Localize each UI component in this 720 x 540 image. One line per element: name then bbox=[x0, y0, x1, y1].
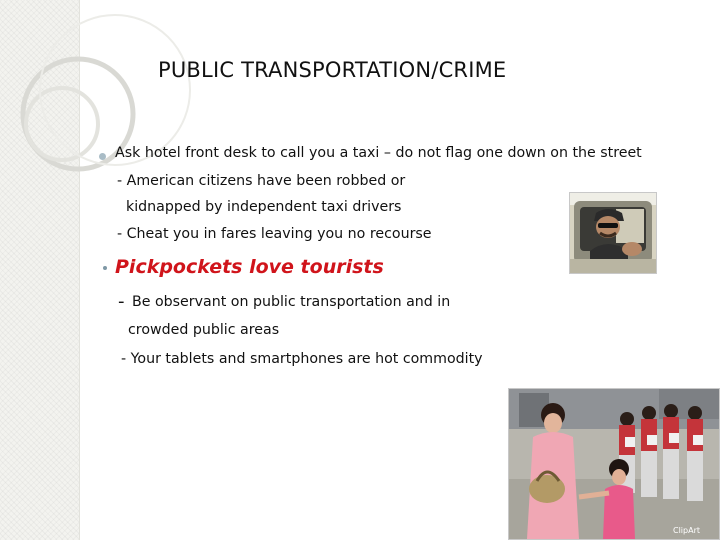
bullet-2-subpoint-2: crowded public areas bbox=[128, 322, 280, 338]
taxi-driver-photo bbox=[569, 192, 657, 274]
bullet-2-heading: Pickpockets love tourists bbox=[115, 256, 384, 278]
bullet-1-subpoint-2: kidnapped by independent taxi drivers bbox=[126, 199, 402, 215]
bullet-icon bbox=[103, 266, 107, 270]
decorative-circles bbox=[0, 0, 200, 200]
bullet-2-subpoint-3: - Your tablets and smartphones are hot commodity bbox=[121, 351, 483, 367]
watermark: ClipArt bbox=[673, 526, 701, 535]
bullet-2-subpoint-1: Be observant on public transportation and in bbox=[132, 294, 451, 310]
subpoint-dash: - bbox=[118, 291, 125, 312]
slide-title: PUBLIC TRANSPORTATION/CRIME bbox=[158, 58, 507, 82]
street-crowd-photo bbox=[508, 388, 720, 540]
bullet-1-subpoint-3: - Cheat you in fares leaving you no recourse bbox=[117, 226, 432, 242]
bullet-1-text: Ask hotel front desk to call you a taxi – do not flag one down on the street bbox=[115, 145, 642, 161]
bullet-icon bbox=[99, 153, 106, 160]
bullet-1-subpoint-1: - American citizens have been robbed or bbox=[117, 173, 406, 189]
